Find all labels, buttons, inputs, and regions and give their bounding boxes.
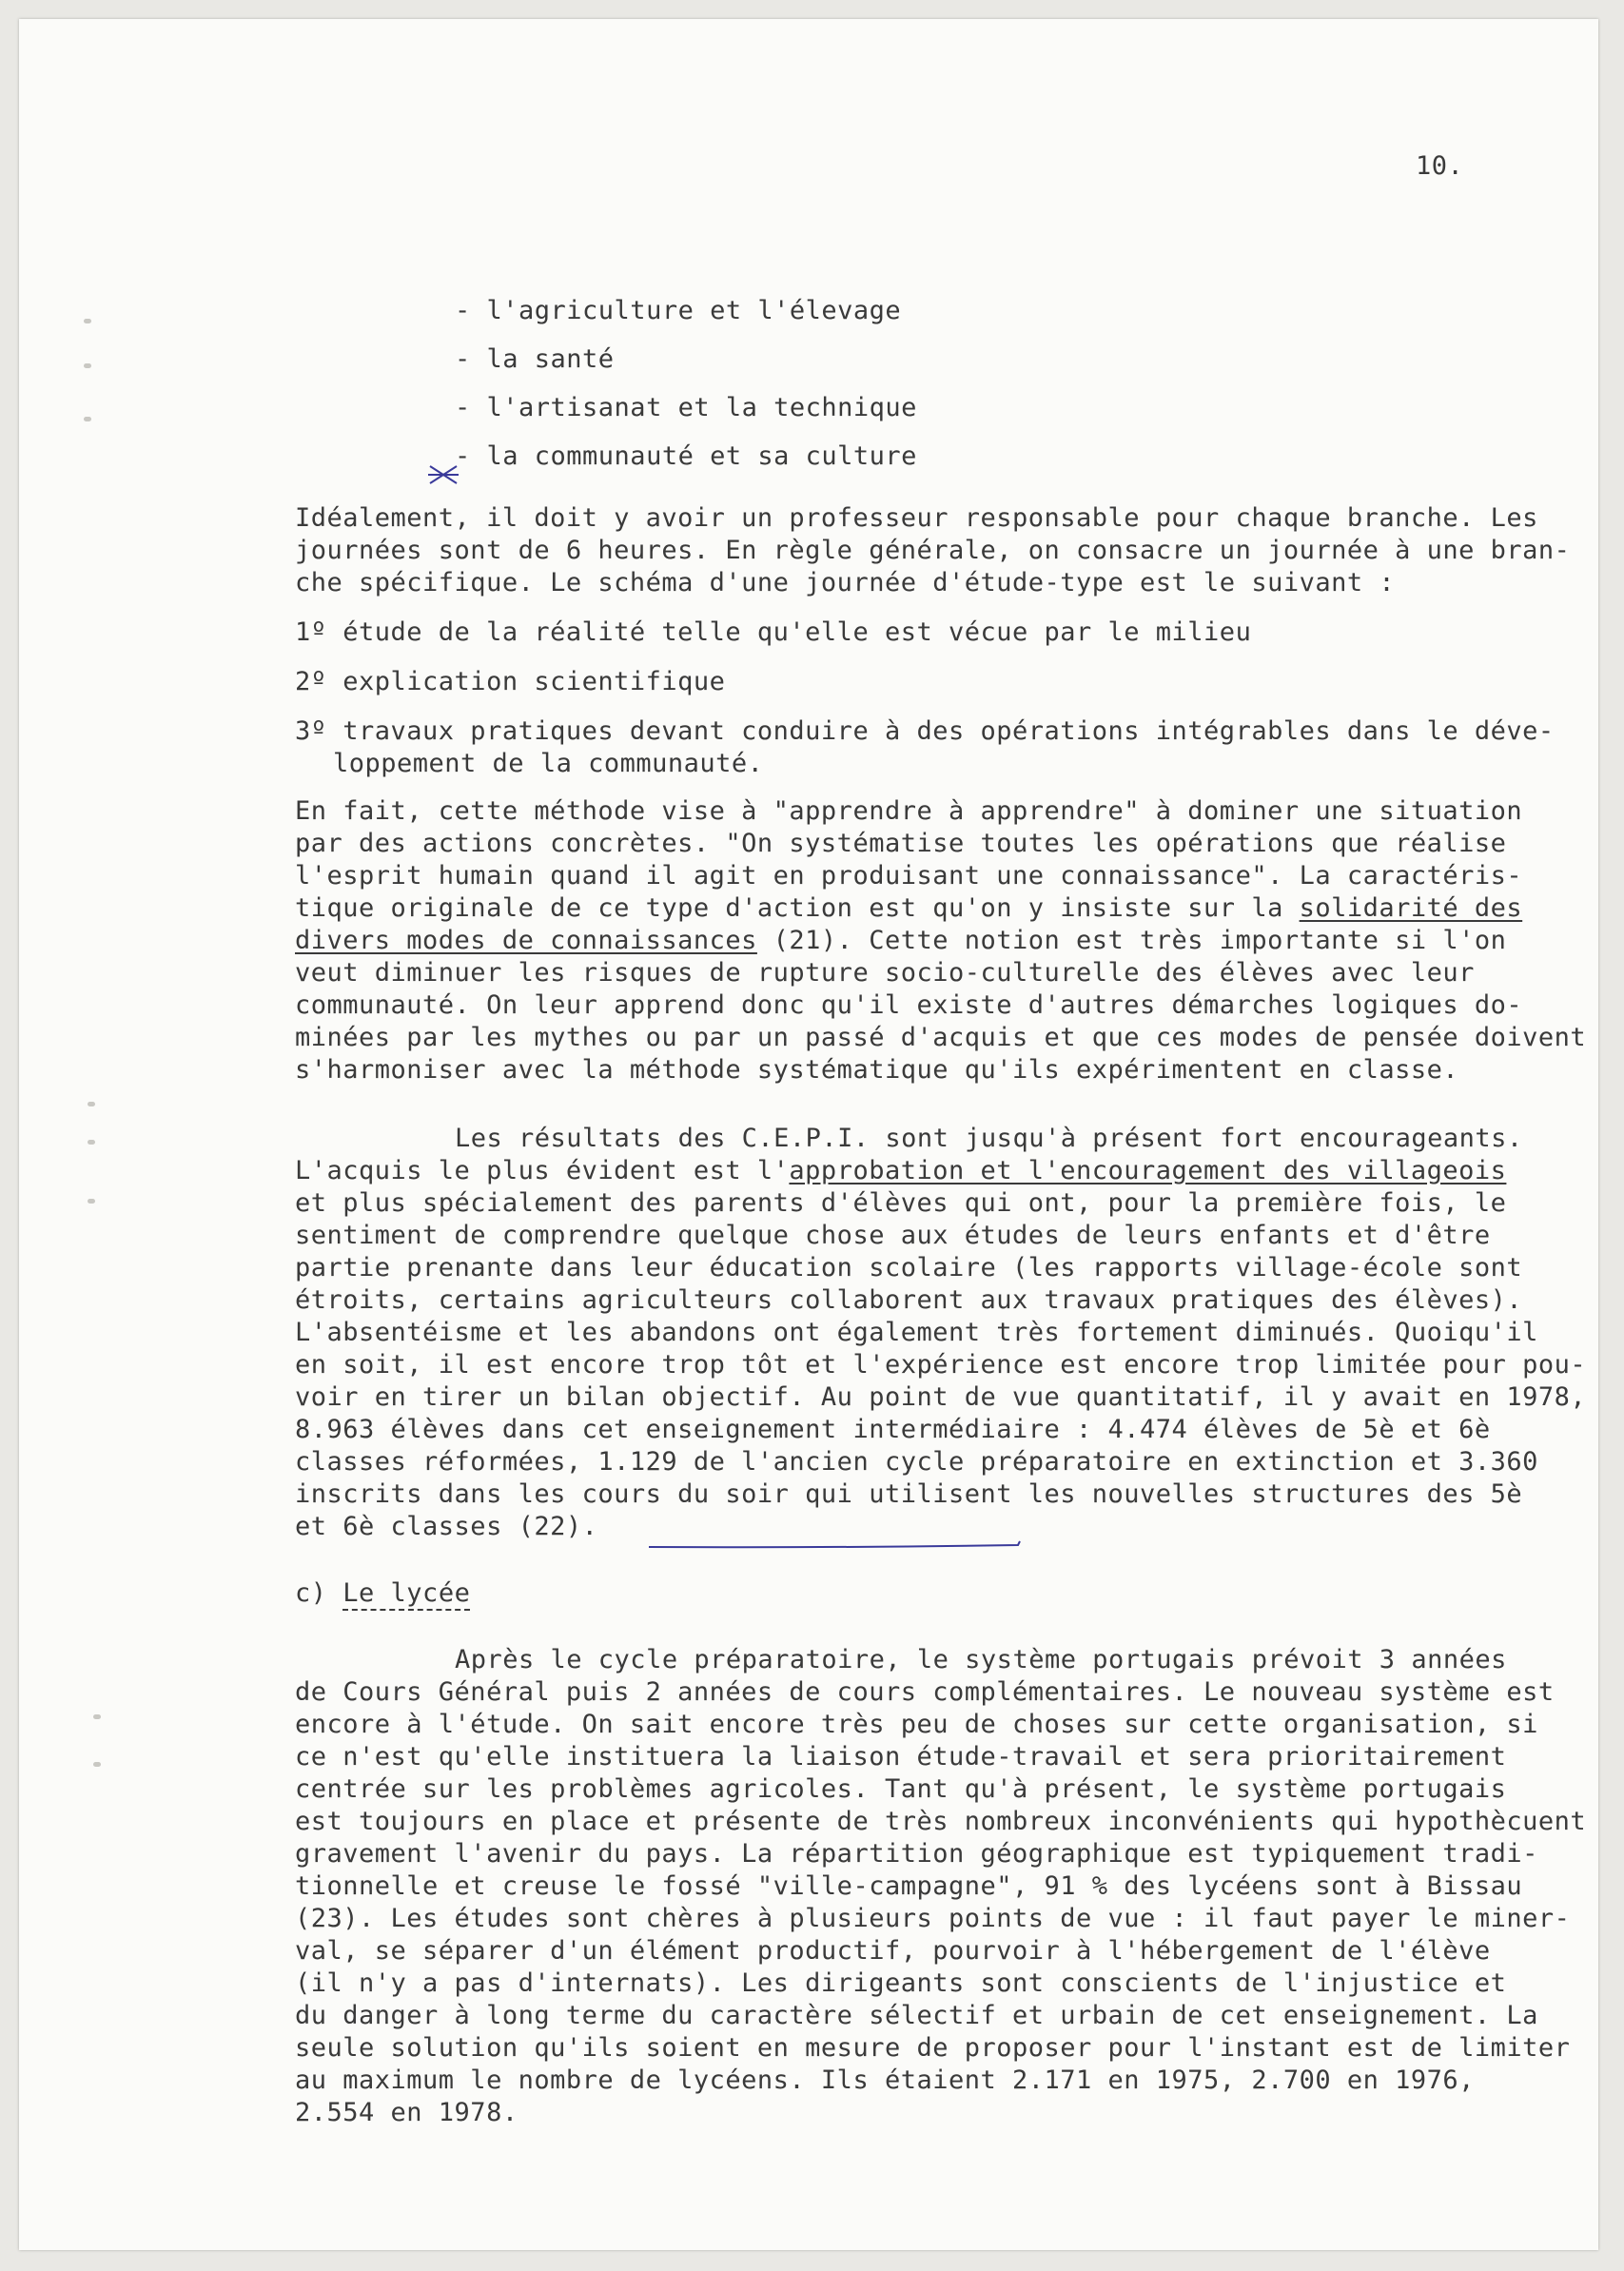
text-line: val, se séparer d'un élément productif, pourvoir à l'hébergement de l'élève xyxy=(295,1936,1491,1966)
text-line: Après le cycle préparatoire, le système portugais prévoit 3 années xyxy=(455,1645,1507,1674)
underlined-phrase: divers modes de connaissances xyxy=(295,926,757,955)
text-line: veut diminuer les risques de rupture socio-culturelle des élèves avec leur xyxy=(295,958,1475,988)
step-line: 2º explication scientifique xyxy=(295,667,726,696)
text-line: au maximum le nombre de lycéens. Ils étaient 2.171 en 1975, 2.700 en 1976, xyxy=(295,2065,1475,2095)
text-line: inscrits dans les cours du soir qui utilisent les nouvelles structures des 5è xyxy=(295,1479,1523,1509)
text-line: et plus spécialement des parents d'élèves qui ont, pour la première fois, le xyxy=(295,1188,1507,1218)
text-line: Idéalement, il doit y avoir un professeur responsable pour chaque branche. Les xyxy=(295,503,1538,533)
step-line: 3º travaux pratiques devant conduire à des opérations intégrables dans le déve- xyxy=(295,716,1555,746)
text-line: l'esprit humain quand il agit en produisant une connaissance". La caractéris- xyxy=(295,861,1523,891)
text-line: centrée sur les problèmes agricoles. Tant qu'à présent, le système portugais xyxy=(295,1774,1507,1804)
text-line xyxy=(295,892,1522,925)
underlined-phrase: approbation et l'encouragement des villageois xyxy=(789,1156,1507,1185)
punch-mark xyxy=(88,1199,95,1204)
section-prefix: c) xyxy=(295,1578,343,1608)
text-line: tionnelle et creuse le fossé "ville-campagne", 91 % des lycéens sont à Bissau xyxy=(295,1871,1523,1901)
text-segment: (21). Cette notion est très importante si l'on xyxy=(756,926,1507,955)
page-number: 10. xyxy=(1416,151,1464,181)
text-line: 8.963 élèves dans cet enseignement intermédiaire : 4.474 élèves de 5è et 6è xyxy=(295,1415,1491,1444)
text-line: en soit, il est encore trop tôt et l'expérience est encore trop limitée pour pou- xyxy=(295,1350,1587,1380)
text-line: communauté. On leur apprend donc qu'il existe d'autres démarches logiques do- xyxy=(295,990,1523,1020)
text-line: minées par les mythes ou par un passé d'acquis et que ces modes de pensée doivent xyxy=(295,1023,1587,1052)
text-line: (il n'y a pas d'internats). Les dirigeants sont conscients de l'injustice et xyxy=(295,1968,1507,1998)
punch-mark xyxy=(88,1102,95,1106)
text-line: che spécifique. Le schéma d'une journée d'étude-type est le suivant : xyxy=(295,568,1396,597)
paper-sheet xyxy=(19,19,1598,2250)
handwritten-pen-line xyxy=(647,1539,1023,1553)
underlined-phrase: solidarité des xyxy=(1299,893,1523,923)
text-line: (23). Les études sont chères à plusieurs points de vue : il faut payer le miner- xyxy=(295,1904,1571,1933)
text-line: partie prenante dans leur éducation scolaire (les rapports village-école sont xyxy=(295,1253,1523,1282)
section-title: Le lycée xyxy=(342,1578,470,1611)
step-line: 1º étude de la réalité telle qu'elle est vécue par le milieu xyxy=(295,617,1252,647)
list-item: - l'agriculture et l'élevage xyxy=(455,296,902,325)
punch-mark xyxy=(88,1140,95,1145)
step-line: loppement de la communauté. xyxy=(333,749,764,778)
text-line: journées sont de 6 heures. En règle générale, on consacre un journée à une bran- xyxy=(295,536,1571,565)
list-item: - la santé xyxy=(455,344,615,374)
text-line: sentiment de comprendre quelque chose aux études de leurs enfants et d'être xyxy=(295,1221,1491,1250)
text-line: de Cours Général puis 2 années de cours complémentaires. Le nouveau système est xyxy=(295,1677,1555,1707)
text-line xyxy=(295,925,1506,957)
text-line: voir en tirer un bilan objectif. Au point de vue quantitatif, il y avait en 1978, xyxy=(295,1382,1587,1412)
punch-mark xyxy=(93,1762,101,1767)
text-line: gravement l'avenir du pays. La répartition géographique est typiquement tradi- xyxy=(295,1839,1538,1869)
text-line: Les résultats des C.E.P.I. sont jusqu'à présent fort encourageants. xyxy=(455,1124,1523,1153)
text-segment: L'acquis le plus évident est l' xyxy=(295,1156,790,1185)
text-line xyxy=(295,1155,1506,1187)
text-line: et 6è classes (22). xyxy=(295,1512,598,1541)
section-heading xyxy=(295,1577,470,1610)
punch-mark xyxy=(93,1714,101,1719)
punch-mark xyxy=(84,417,91,421)
list-item: - l'artisanat et la technique xyxy=(455,393,917,422)
text-line: du danger à long terme du caractère sélectif et urbain de cet enseignement. La xyxy=(295,2001,1538,2030)
text-line: 2.554 en 1978. xyxy=(295,2098,519,2127)
text-line: ce n'est qu'elle instituera la liaison étude-travail et sera prioritairement xyxy=(295,1742,1507,1772)
punch-mark xyxy=(84,363,91,368)
text-line: seule solution qu'ils soient en mesure de proposer pour l'instant est de limiter xyxy=(295,2033,1571,2063)
list-item: - la communauté et sa culture xyxy=(455,441,917,471)
punch-mark xyxy=(84,319,91,323)
text-line: est toujours en place et présente de très nombreux inconvénients qui hypothècuent xyxy=(295,1807,1587,1836)
text-line: L'absentéisme et les abandons ont également très fortement diminués. Quoiqu'il xyxy=(295,1318,1538,1347)
text-line: encore à l'étude. On sait encore très peu de choses sur cette organisation, si xyxy=(295,1710,1538,1739)
text-line: étroits, certains agriculteurs collaborent aux travaux pratiques des élèves). xyxy=(295,1285,1523,1315)
text-segment: tique originale de ce type d'action est qu'on y insiste sur la xyxy=(295,893,1300,923)
text-line: par des actions concrètes. "On systématise toutes les opérations que réalise xyxy=(295,829,1507,858)
text-line: s'harmoniser avec la méthode systématique qu'ils expérimentent en classe. xyxy=(295,1055,1459,1085)
text-line: classes réformées, 1.129 de l'ancien cycle préparatoire en extinction et 3.360 xyxy=(295,1447,1538,1477)
text-line: En fait, cette méthode vise à "apprendre à apprendre" à dominer une situation xyxy=(295,796,1523,826)
